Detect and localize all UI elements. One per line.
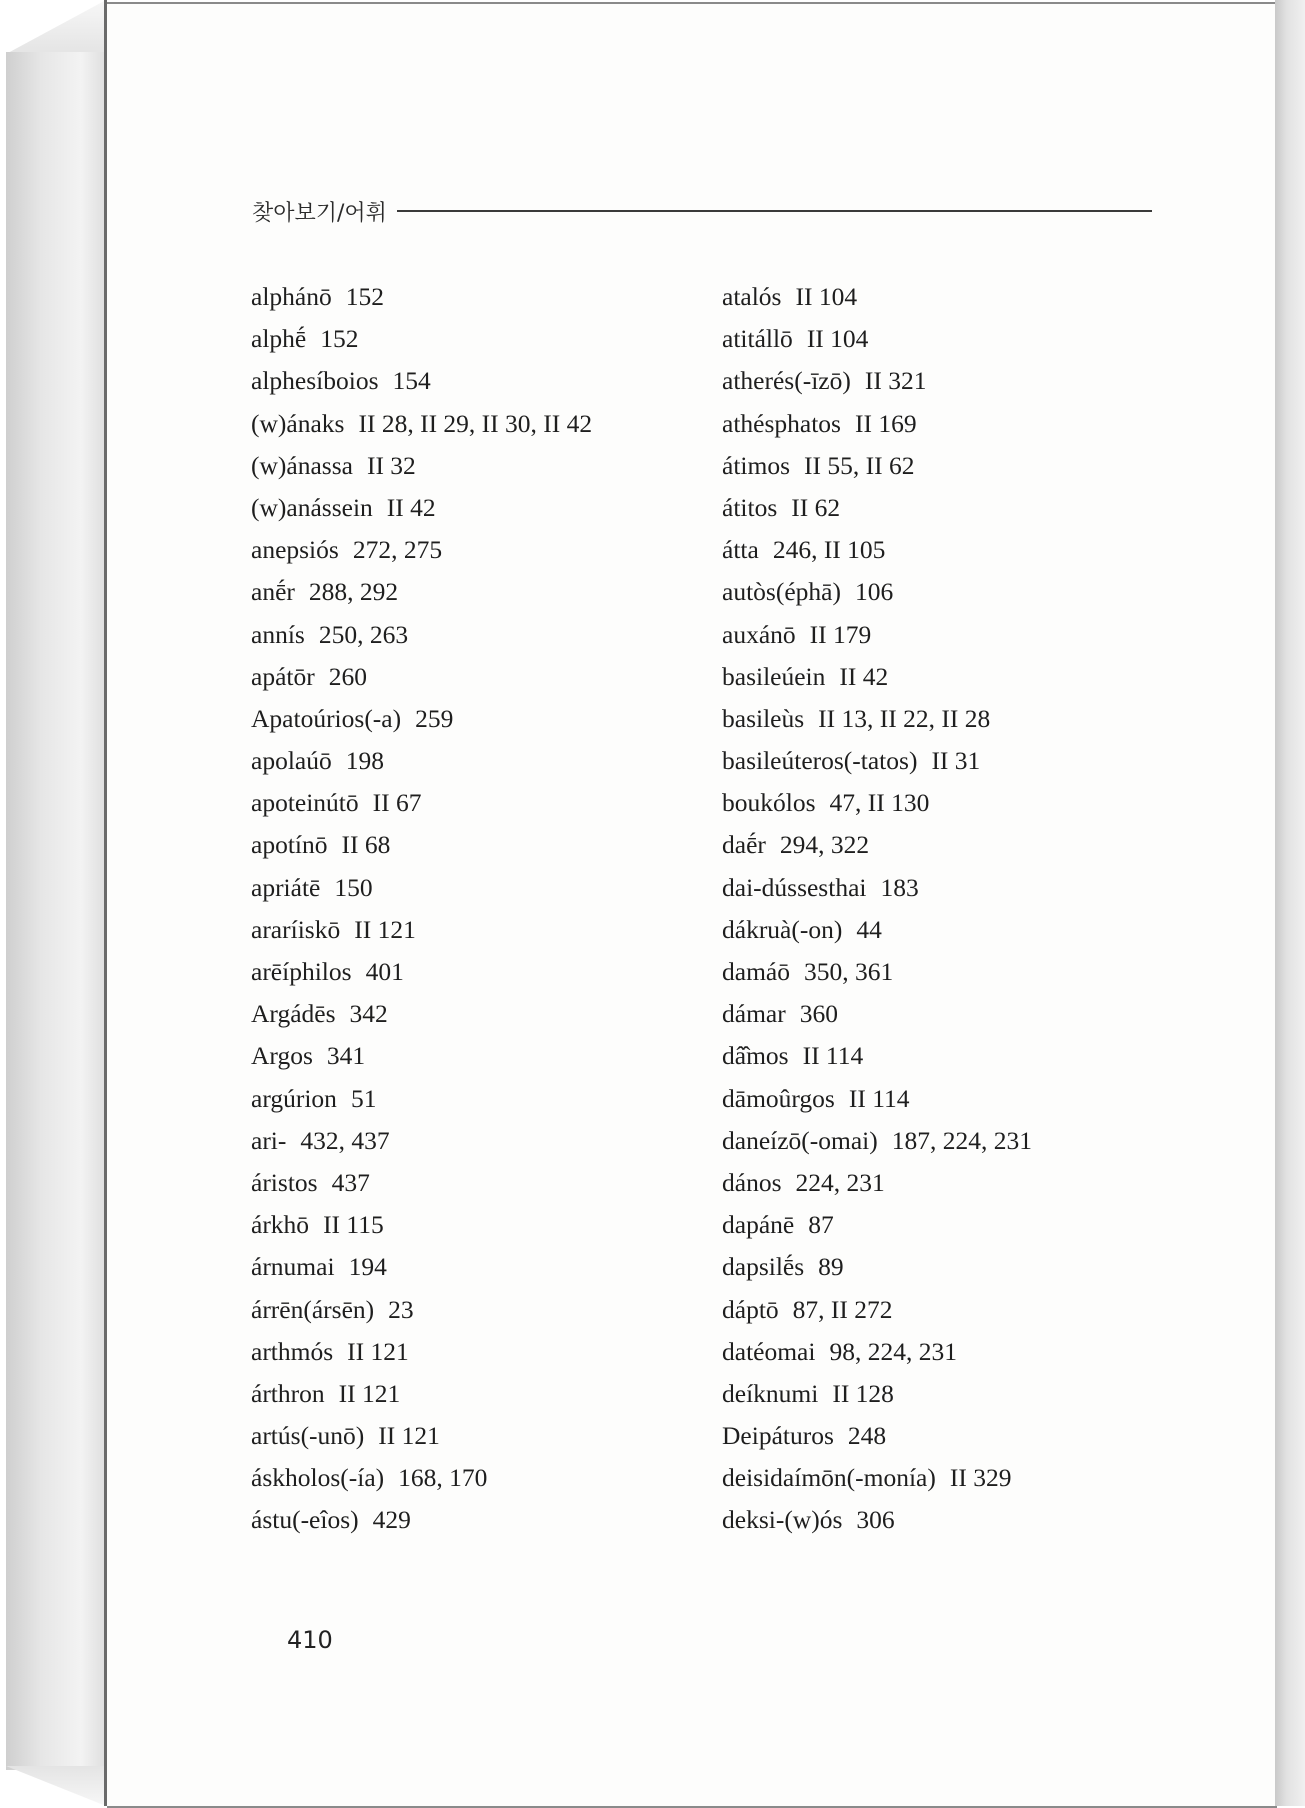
index-term: ari-: [251, 1125, 287, 1155]
index-pages: 194: [348, 1252, 387, 1282]
index-entry: [722, 1415, 1032, 1457]
index-entry: [722, 824, 1032, 866]
index-entry: [722, 318, 1032, 360]
index-pages: II 179: [809, 619, 872, 649]
index-entry: [722, 1499, 1032, 1541]
index-term: Deipáturos: [722, 1421, 834, 1451]
index-entry: [251, 487, 592, 529]
index-entry: [251, 571, 592, 613]
index-entry: [251, 993, 592, 1035]
index-term: (w)anássein: [251, 492, 373, 522]
index-entry: [251, 1078, 592, 1120]
index-pages: 87, II 272: [792, 1294, 893, 1324]
index-pages: II 55, II 62: [804, 450, 915, 480]
index-term: atitállō: [722, 324, 793, 354]
page-right-edge: [1275, 0, 1305, 1806]
index-pages: 51: [350, 1083, 377, 1113]
index-term: atherés(-īzō): [722, 366, 851, 396]
index-term: Apatoúrios(-a): [251, 703, 402, 733]
index-column-left: [251, 276, 592, 1542]
index-term: átitos: [722, 492, 778, 522]
index-pages: II 121: [354, 914, 416, 944]
index-pages: 272, 275: [352, 535, 443, 565]
index-pages: 154: [392, 366, 431, 396]
index-pages: 437: [331, 1167, 370, 1197]
index-entry: [251, 1246, 592, 1288]
index-term: alphánō: [251, 282, 332, 311]
index-term: apotínō: [251, 830, 328, 860]
index-pages: II 121: [378, 1421, 440, 1451]
index-entry: [722, 614, 1032, 656]
index-pages: 89: [818, 1252, 844, 1282]
index-entry: [251, 656, 592, 698]
index-entry: [251, 951, 592, 993]
index-pages: 152: [345, 282, 384, 311]
index-entry: [722, 1373, 1032, 1415]
index-entry: [722, 360, 1032, 402]
index-term: damáō: [722, 957, 790, 986]
index-term: apolaúō: [251, 746, 332, 776]
index-term: araríiskō: [251, 914, 341, 944]
index-pages: 98, 224, 231: [829, 1336, 957, 1366]
index-pages: 23: [388, 1294, 414, 1324]
index-term: árkhō: [251, 1210, 310, 1240]
index-entry: [251, 1415, 592, 1457]
index-term: deíknumi: [722, 1378, 819, 1408]
index-pages: II 68: [341, 830, 391, 860]
index-pages: II 104: [795, 282, 858, 311]
index-pages: II 104: [806, 324, 869, 354]
index-entry: [722, 1120, 1032, 1162]
index-term: apátōr: [251, 661, 315, 691]
index-entry: [722, 1331, 1032, 1373]
book-bottom-edge: [6, 1766, 106, 1806]
index-term: basileùs: [722, 703, 805, 733]
index-pages: II 121: [347, 1336, 409, 1366]
index-pages: 250, 263: [318, 619, 409, 649]
index-term: dapánē: [722, 1210, 795, 1240]
index-pages: 87: [808, 1210, 834, 1240]
index-entry: [722, 698, 1032, 740]
index-pages: II 329: [949, 1463, 1012, 1493]
index-pages: II 42: [839, 661, 889, 691]
index-term: dámar: [722, 999, 786, 1029]
index-pages: II 13, II 22, II 28: [818, 703, 991, 733]
index-term: auxánō: [722, 619, 796, 649]
index-pages: 47, II 130: [829, 788, 930, 818]
index-entry: [722, 1078, 1032, 1120]
index-term: autòs(éphā): [722, 577, 841, 607]
index-pages: 152: [320, 324, 359, 354]
index-term: anepsiós: [251, 535, 339, 565]
index-pages: 360: [799, 999, 838, 1029]
index-term: apoteinútō: [251, 788, 359, 818]
index-pages: 306: [856, 1505, 895, 1535]
index-pages: II 114: [848, 1083, 910, 1113]
index-pages: II 114: [802, 1041, 864, 1071]
index-pages: 224, 231: [795, 1167, 885, 1197]
index-entry: [251, 529, 592, 571]
index-term: árrēn(ársēn): [251, 1294, 375, 1324]
index-term: dāmoûrgos: [722, 1083, 835, 1113]
index-term: daneízō(-omai): [722, 1125, 878, 1155]
index-term: dános: [722, 1167, 782, 1197]
index-term: artús(-unō): [251, 1421, 365, 1451]
index-entry: [722, 445, 1032, 487]
index-entry: [251, 740, 592, 782]
index-entry: [722, 403, 1032, 445]
index-term: átimos: [722, 450, 790, 480]
index-term: alphḗ: [251, 324, 307, 354]
index-term: dákruà(-on): [722, 914, 843, 944]
index-entry: [251, 824, 592, 866]
index-pages: II 42: [386, 492, 436, 522]
index-column-right: [722, 276, 1032, 1542]
index-entry: [251, 445, 592, 487]
index-term: daḗr: [722, 830, 766, 860]
index-term: (w)ánaks: [251, 408, 345, 438]
index-entry: [722, 951, 1032, 993]
index-pages: II 121: [338, 1378, 401, 1408]
index-entry: [722, 909, 1032, 951]
index-entry: [722, 529, 1032, 571]
index-entry: [722, 1035, 1032, 1077]
index-entry: [251, 403, 592, 445]
index-entry: [251, 1204, 592, 1246]
index-pages: 248: [847, 1421, 887, 1451]
index-term: Argos: [251, 1041, 313, 1071]
index-entry: [251, 1331, 592, 1373]
index-entry: [722, 867, 1032, 909]
header-rule: [397, 210, 1152, 212]
index-pages: 341: [326, 1041, 366, 1071]
index-term: datéomai: [722, 1336, 816, 1366]
index-term: boukólos: [722, 788, 816, 818]
index-term: dáptō: [722, 1294, 779, 1324]
index-pages: 350, 361: [803, 957, 894, 986]
index-term: argúrion: [251, 1083, 337, 1113]
page-number: 410: [287, 1626, 333, 1654]
index-entry: [722, 993, 1032, 1035]
index-term: (w)ánassa: [251, 450, 353, 480]
index-term: arthmós: [251, 1336, 334, 1366]
index-pages: 187, 224, 231: [891, 1125, 1033, 1155]
index-pages: 150: [334, 872, 373, 902]
index-term: ástu(-eîos): [251, 1505, 359, 1535]
index-pages: 294, 322: [779, 830, 870, 860]
index-term: Argádēs: [251, 999, 336, 1029]
index-entry: [251, 1289, 592, 1331]
index-pages: 432, 437: [300, 1125, 390, 1155]
index-pages: 401: [365, 957, 404, 986]
index-entry: [251, 1162, 592, 1204]
index-entry: [722, 276, 1032, 318]
index-term: arēíphilos: [251, 957, 352, 986]
index-term: dai-dússesthai: [722, 872, 867, 902]
index-term: atalós: [722, 282, 782, 311]
index-term: átta: [722, 535, 759, 565]
index-term: basileúteros(-tatos): [722, 746, 918, 776]
index-term: áskholos(-ía): [251, 1463, 385, 1493]
index-pages: 288, 292: [308, 577, 399, 607]
index-entry: [722, 571, 1032, 613]
index-entry: [722, 1289, 1032, 1331]
book-spine: [6, 52, 106, 1770]
index-entry: [251, 1499, 592, 1541]
index-entry: [251, 909, 592, 951]
index-entry: [251, 782, 592, 824]
header-title: 찾아보기/어휘: [252, 200, 387, 226]
index-entry: [722, 740, 1032, 782]
index-term: athésphatos: [722, 408, 841, 438]
index-pages: 168, 170: [398, 1463, 488, 1493]
index-entry: [251, 698, 592, 740]
index-entry: [722, 656, 1032, 698]
index-term: basileúein: [722, 661, 826, 691]
index-pages: 342: [349, 999, 388, 1029]
index-term: deisidaímōn(-monía): [722, 1463, 936, 1493]
index-entry: [722, 782, 1032, 824]
index-entry: [722, 1246, 1032, 1288]
index-term: apriátē: [251, 872, 321, 902]
index-term: áristos: [251, 1167, 318, 1197]
index-pages: 260: [328, 661, 367, 691]
index-pages: 259: [415, 703, 454, 733]
index-pages: 106: [854, 577, 894, 607]
index-term: dapsilḗs: [722, 1252, 805, 1282]
index-pages: II 115: [323, 1210, 384, 1240]
index-pages: II 128: [832, 1378, 894, 1408]
index-term: anḗr: [251, 577, 295, 607]
index-entry: [251, 360, 592, 402]
index-pages: II 321: [864, 366, 927, 396]
index-term: árthron: [251, 1378, 325, 1408]
index-entry: [251, 867, 592, 909]
index-entry: [251, 318, 592, 360]
index-pages: 183: [880, 872, 919, 902]
index-entry: [722, 1204, 1032, 1246]
index-entry: [251, 1035, 592, 1077]
index-entry: [251, 1373, 592, 1415]
running-header: [252, 196, 1152, 226]
index-entry: [722, 1162, 1032, 1204]
index-entry: [722, 1457, 1032, 1499]
index-pages: 429: [372, 1505, 411, 1535]
index-pages: 246, II 105: [772, 535, 886, 565]
index-term: dâ̂mos: [722, 1041, 789, 1071]
index-pages: II 67: [372, 788, 422, 818]
index-entry: [722, 487, 1032, 529]
index-pages: 44: [856, 914, 882, 944]
index-entry: [251, 1457, 592, 1499]
book-top-edge: [6, 0, 106, 54]
index-pages: II 169: [854, 408, 917, 438]
index-pages: II 31: [931, 746, 981, 776]
index-term: annís: [251, 619, 305, 649]
index-term: alphesíboios: [251, 366, 379, 396]
index-term: deksi-(w)ós: [722, 1505, 843, 1535]
index-pages: 198: [345, 746, 384, 776]
index-pages: II 62: [791, 492, 841, 522]
index-entry: [251, 1120, 592, 1162]
index-pages: II 32: [366, 450, 416, 480]
index-term: árnumai: [251, 1252, 335, 1282]
index-entry: [251, 614, 592, 656]
index-pages: II 28, II 29, II 30, II 42: [358, 408, 593, 438]
index-entry: [251, 276, 592, 318]
